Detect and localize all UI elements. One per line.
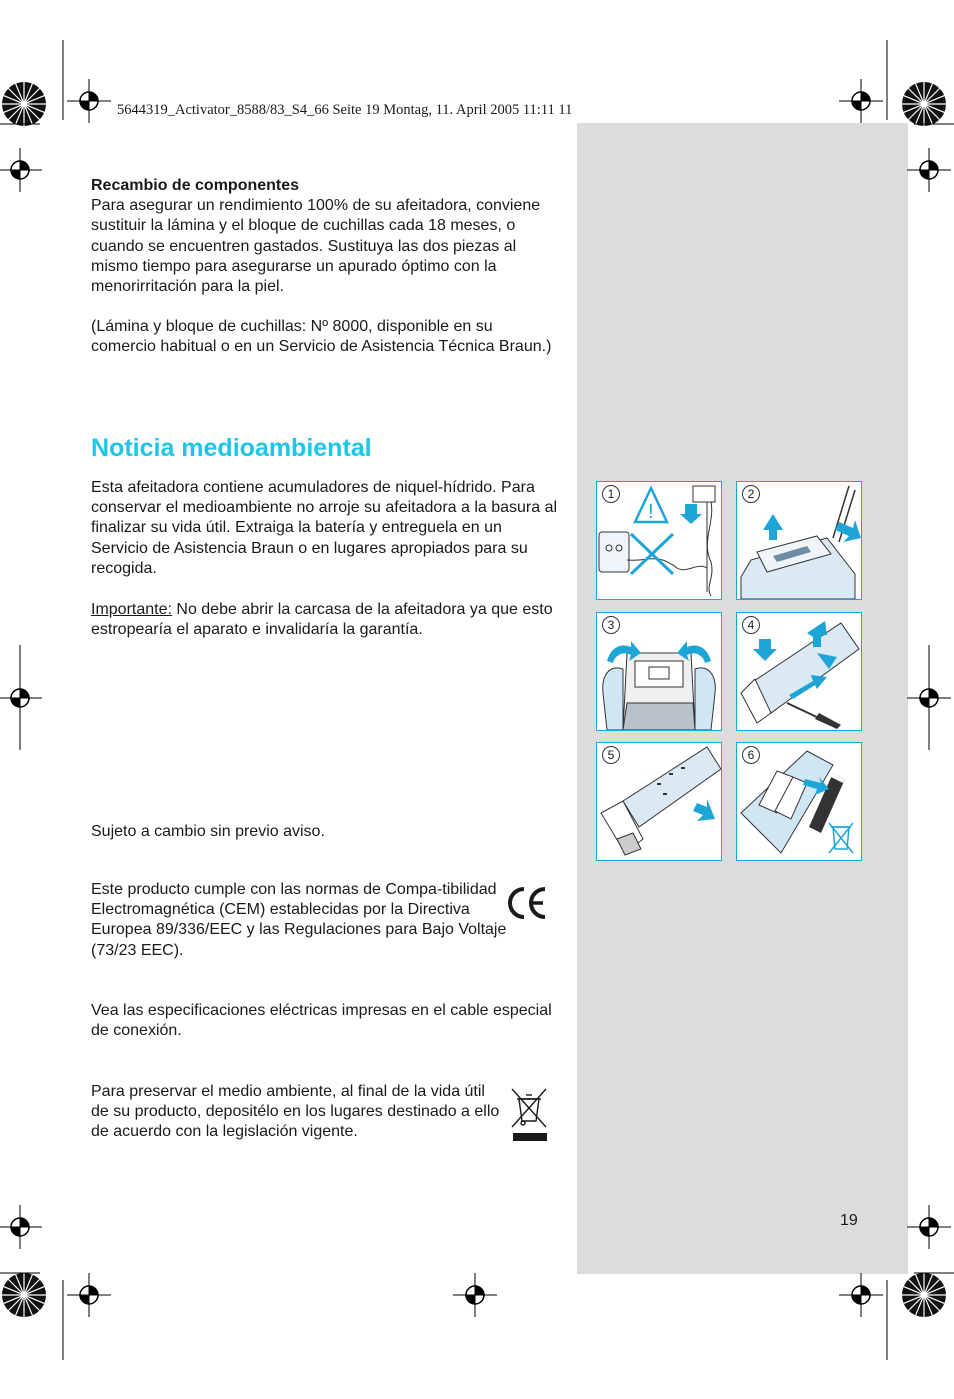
disposal-notice: Para preservar el medio ambiente, al final de la vida útil de su producto, depositélo en los lugares destinado a ello de acuerdo con la legislación vigente.	[91, 1083, 500, 1141]
figure-2	[736, 481, 862, 600]
replacement-title: Recambio de componentes	[91, 177, 300, 194]
figure-3	[596, 612, 722, 731]
important-note	[91, 600, 561, 640]
environment-paragraph-1: Esta afeitadora contiene acumuladores de niquel-hídrido. Para conservar el medioambiente no arroje su afeitadora a la basura al finalizar su vida útil. Extraiga la batería y entreguela en un Servicio de Asistencia Braun o en lugares apropiados para su recogida.	[91, 479, 558, 577]
important-text: No debe abrir la carcasa de la afeitadora ya que esto estropearía el aparato e invalidaría la garantía.	[91, 601, 553, 639]
figure-number: 2	[742, 485, 760, 503]
electrical-notice: Vea las especificaciones eléctricas impresas en el cable especial de conexión.	[91, 1002, 552, 1040]
figure-5	[596, 742, 722, 861]
figure-number: 5	[602, 746, 620, 764]
important-label: Importante:	[91, 601, 172, 618]
figure-1	[596, 481, 722, 600]
replacement-section	[91, 176, 561, 297]
figure-number: 4	[742, 616, 760, 634]
replacement-paragraph-1: Para asegurar un rendimiento 100% de su afeitadora, conviene sustituir la lámina y el bloque de cuchillas cada 18 meses, o cuando se encuentren gastados. Sustituya las dos piezas al mismo tiempo para asegurarse un apurado óptimo con la menorirritación para la piel.	[91, 197, 541, 296]
figure-number: 6	[742, 746, 760, 764]
figure-number: 3	[602, 616, 620, 634]
page-number: 19	[840, 1212, 858, 1229]
replacement-paragraph-2: (Lámina y bloque de cuchillas: Nº 8000, disponible en su comercio habitual o en un Servicio de Asistencia Técnica Braun.)	[91, 318, 552, 356]
svg-text:!: !	[648, 501, 654, 523]
subject-to-change: Sujeto a cambio sin previo aviso.	[91, 823, 325, 840]
figure-6	[736, 742, 862, 861]
ce-mark-icon	[505, 884, 549, 922]
print-header: 5644319_Activator_8588/83_S4_66 Seite 19 Montag, 11. April 2005 11:11 11	[117, 102, 573, 118]
figure-4	[736, 612, 862, 731]
emc-notice: Este producto cumple con las normas de Compa-tibilidad Electromagnética (CEM) establecidas por la Directiva Europea 89/336/EEC y las Regulaciones para Bajo Voltaje (73/23 EEC).	[91, 881, 507, 959]
crossed-bin-icon	[510, 1087, 548, 1143]
environment-heading: Noticia medioambiental	[91, 434, 372, 462]
figure-number: 1	[602, 485, 620, 503]
